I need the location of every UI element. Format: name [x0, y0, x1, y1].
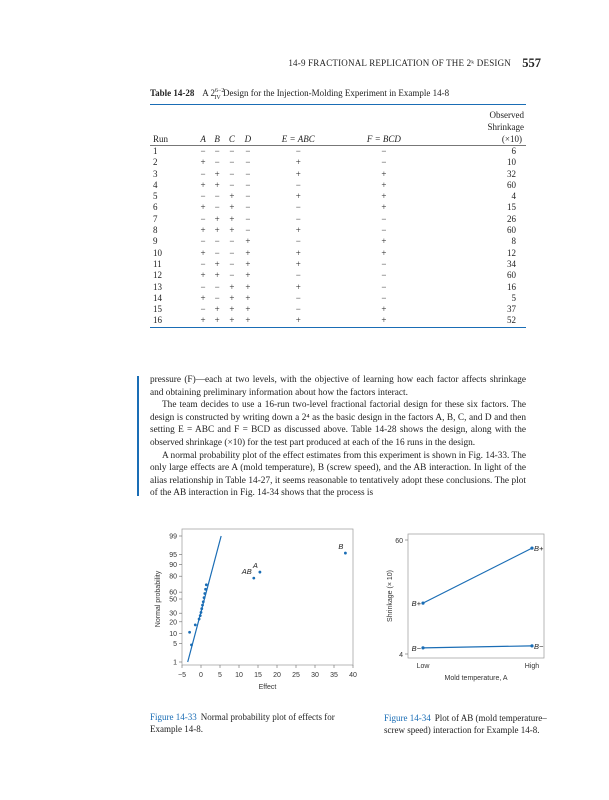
column-header: Run: [150, 132, 196, 146]
x-axis-label: Effect: [258, 684, 277, 691]
table-cell: −: [229, 236, 235, 247]
table-cell: 12: [153, 270, 162, 281]
table-cell: 16: [150, 315, 196, 327]
y-axis-label: Shrinkage (× 10): [387, 570, 394, 622]
interaction-plot: [372, 528, 547, 703]
table-cell: 8: [511, 236, 516, 247]
fit-line: [188, 536, 221, 662]
column-header: E = ABC: [256, 132, 340, 146]
table-row: [150, 259, 526, 270]
table-cell: −: [245, 225, 251, 236]
table-cell: −: [200, 236, 206, 247]
series-point: [421, 602, 424, 605]
table-cell: −: [295, 270, 301, 281]
table-row: [150, 293, 526, 304]
table-cell: +: [240, 315, 257, 327]
data-point: [198, 618, 201, 621]
table-cell: 8: [153, 225, 158, 236]
table-cell: 37: [507, 304, 516, 315]
table-cell: −: [245, 179, 251, 190]
table-row: [150, 180, 526, 191]
table-cell: +: [200, 157, 206, 168]
caption-sup: 6−2: [214, 88, 225, 94]
y-axis-label: Normal probability: [155, 570, 162, 628]
table-cell: 5: [153, 191, 158, 202]
table-cell: +: [245, 304, 251, 315]
table-cell: +: [214, 258, 220, 269]
table-cell: 13: [153, 281, 162, 292]
table-cell: −: [229, 168, 235, 179]
table-row: [150, 214, 526, 225]
table-cell: −: [214, 157, 220, 168]
data-point: [200, 611, 203, 614]
y-tick-label: 5: [173, 641, 177, 649]
table-cell: +: [295, 281, 301, 292]
table-row: [150, 157, 526, 168]
table-row: [150, 191, 526, 202]
table-cell: −: [200, 191, 206, 202]
normal-probability-plot: [150, 525, 360, 700]
series-point: [421, 646, 424, 649]
observed-header: Observed: [427, 105, 526, 121]
x-tick-label: 25: [292, 672, 300, 679]
table-cell: +: [196, 315, 210, 327]
table-cell: 14: [153, 292, 162, 303]
table-cell: +: [381, 236, 387, 247]
table-cell: −: [245, 168, 251, 179]
shrinkage-header: Shrinkage: [487, 122, 524, 132]
plot-frame: [182, 529, 353, 665]
x-tick-label: 30: [311, 672, 319, 679]
table-cell: +: [200, 270, 206, 281]
x-tick-label: 5: [218, 672, 222, 679]
x-tick-label: 15: [254, 672, 262, 679]
y-tick-label: 10: [169, 631, 177, 639]
table-cell: 10: [153, 247, 162, 258]
point-label: AB: [241, 567, 252, 577]
table-cell: −: [229, 247, 235, 258]
table-cell: +: [200, 292, 206, 303]
table-cell: −: [381, 258, 387, 269]
table-cell: 4: [511, 191, 516, 202]
caption-prefix: A 2: [202, 88, 215, 98]
table-cell: −: [295, 292, 301, 303]
table-cell: +: [214, 225, 220, 236]
y-tick-label: 50: [169, 596, 177, 604]
table-cell: +: [229, 292, 235, 303]
series-label: B−: [534, 641, 544, 651]
table-cell: −: [214, 236, 220, 247]
y-tick-label: 95: [169, 551, 177, 559]
y-tick-label: 30: [169, 610, 177, 618]
table-caption: [150, 88, 449, 101]
table-cell: +: [229, 281, 235, 292]
table-cell: −: [214, 202, 220, 213]
table-cell: −: [214, 191, 220, 202]
table-cell: 7: [153, 213, 158, 224]
table-label: Table 14-28: [150, 88, 195, 98]
figure-14-34-caption: [384, 713, 549, 736]
data-point: [202, 600, 205, 603]
table-cell: −: [381, 213, 387, 224]
x-category-label: High: [524, 663, 540, 670]
data-point: [203, 596, 206, 599]
table-cell: 5: [511, 292, 516, 303]
table-cell: −: [229, 270, 235, 281]
table-cell: +: [210, 315, 224, 327]
table-cell: +: [200, 225, 206, 236]
table-cell: +: [245, 281, 251, 292]
data-point: [200, 607, 203, 610]
table-cell: +: [381, 304, 387, 315]
table-cell: +: [295, 247, 301, 258]
y-tick-label: 80: [169, 573, 177, 581]
table-cell: −: [381, 157, 387, 168]
table-cell: +: [214, 179, 220, 190]
fig1-label: Figure 14-33: [150, 712, 197, 722]
table-cell: 11: [153, 258, 162, 269]
y-tick-label: 20: [169, 619, 177, 627]
table-row: [150, 304, 526, 315]
table-cell: +: [229, 304, 235, 315]
table-cell: +: [381, 247, 387, 258]
table-cell: +: [229, 213, 235, 224]
data-point: [201, 604, 204, 607]
page-number: 557: [522, 56, 541, 70]
x-tick-label: 10: [235, 672, 243, 679]
table-cell: −: [200, 281, 206, 292]
table-cell: −: [229, 258, 235, 269]
table-cell: −: [295, 213, 301, 224]
figure-14-34: [372, 528, 547, 703]
table-cell: +: [214, 304, 220, 315]
table-cell: 2: [153, 157, 158, 168]
table-cell: +: [245, 292, 251, 303]
table-cell: −: [245, 202, 251, 213]
table-row: [150, 236, 526, 247]
table-cell: 12: [507, 247, 516, 258]
table-cell: +: [245, 258, 251, 269]
table-row: [150, 315, 526, 327]
x-tick-label: −5: [178, 672, 186, 679]
column-header: D: [240, 132, 257, 146]
header-title: 14-9 FRACTIONAL REPLICATION OF THE 2ᵏ DESIGN: [288, 58, 511, 68]
table-cell: 32: [507, 168, 516, 179]
table-cell: +: [295, 157, 301, 168]
y-tick-label: 60: [169, 589, 177, 597]
table-cell: +: [200, 179, 206, 190]
table-cell: +: [245, 270, 251, 281]
data-point: [190, 644, 193, 647]
x-axis-label: Mold temperature, A: [444, 675, 508, 682]
table-cell: −: [200, 304, 206, 315]
caption-sub: IV: [214, 94, 221, 101]
x-tick-label: 40: [349, 672, 357, 679]
table-cell: 6: [511, 146, 516, 156]
table-cell: +: [224, 315, 239, 327]
paragraph-2: The team decides to use a 16-run two-level fractional factorial design for these six factors. The design is constructed by writing down a 2⁴ as the basic design in the factors A, B, C, and D and then setting E = ABC and F = BCD as discussed above. Table 14-28 shows the design, along with the observed shrinkage (×10) for the test part produced at each of the 16 runs in the design.: [150, 400, 526, 448]
table-cell: +: [229, 225, 235, 236]
table-cell: +: [256, 315, 340, 327]
table-cell: −: [295, 146, 301, 156]
body-text: [150, 374, 526, 500]
table-cell: −: [229, 146, 235, 156]
data-point: [194, 623, 197, 626]
table-row: [150, 225, 526, 236]
table-cell: −: [381, 292, 387, 303]
table-cell: +: [295, 258, 301, 269]
y-tick-label: 99: [169, 533, 177, 541]
table-cell: −: [200, 168, 206, 179]
data-point: [252, 577, 255, 580]
design-table: [150, 104, 526, 328]
table-cell: −: [200, 213, 206, 224]
table-cell: −: [245, 157, 251, 168]
margin-bar: [137, 376, 139, 496]
column-header: B: [210, 132, 224, 146]
point-label: B: [338, 542, 344, 552]
data-point: [199, 614, 202, 617]
fig2-text: Plot of AB (mold temperature–screw speed) interaction for Example 14-8.: [384, 713, 547, 735]
table-row: [150, 169, 526, 180]
y-tick-label: 60: [395, 538, 403, 545]
table-cell: +: [381, 202, 387, 213]
x-category-label: Low: [416, 663, 430, 670]
column-header: C: [224, 132, 239, 146]
table-cell: −: [214, 281, 220, 292]
table-cell: 34: [507, 258, 516, 269]
table-cell: −: [245, 213, 251, 224]
series-label: B−: [411, 643, 421, 653]
table-row: [150, 282, 526, 293]
table-cell: +: [229, 202, 235, 213]
table-cell: 60: [507, 225, 516, 236]
table-cell: −: [295, 179, 301, 190]
table-cell: 52: [427, 315, 526, 327]
table-cell: −: [229, 179, 235, 190]
table-cell: −: [381, 225, 387, 236]
table-cell: −: [200, 146, 206, 156]
column-header: A: [196, 132, 210, 146]
table-cell: 15: [507, 202, 516, 213]
series-line: [423, 548, 532, 603]
table-cell: −: [295, 202, 301, 213]
table-cell: 10: [507, 157, 516, 168]
table-cell: −: [214, 247, 220, 258]
table-cell: 60: [507, 179, 516, 190]
table-cell: 60: [507, 270, 516, 281]
data-point: [188, 631, 191, 634]
table-cell: −: [295, 304, 301, 315]
table-cell: 6: [153, 202, 158, 213]
fig1-text: Normal probability plot of effects for Example 14-8.: [150, 712, 335, 734]
data-point: [259, 571, 262, 574]
paragraph-1: pressure (F)—each at two levels, with the objective of learning how each factor affects shrinkage and obtaining preliminary information about how the factors interact.: [150, 375, 526, 398]
table-cell: +: [295, 225, 301, 236]
table-cell: +: [229, 191, 235, 202]
column-header: (×10): [427, 132, 526, 146]
table-row: [150, 146, 526, 158]
table-cell: +: [200, 247, 206, 258]
series-label: B+: [411, 599, 421, 609]
x-tick-label: 20: [273, 672, 281, 679]
table-cell: 15: [153, 304, 162, 315]
table-cell: 4: [153, 179, 158, 190]
table-cell: 9: [153, 236, 158, 247]
table-cell: −: [381, 270, 387, 281]
point-label: A: [252, 561, 258, 571]
y-tick-label: 1: [173, 659, 177, 667]
caption-text: Design for the Injection-Molding Experiment in Example 14-8: [222, 88, 450, 98]
table-cell: +: [245, 247, 251, 258]
fig2-label: Figure 14-34: [384, 713, 431, 723]
table-cell: −: [229, 157, 235, 168]
table-cell: +: [381, 191, 387, 202]
table-cell: 3: [153, 168, 158, 179]
data-point: [204, 588, 207, 591]
series-line: [423, 646, 532, 648]
y-tick-label: 90: [169, 561, 177, 569]
column-header: F = BCD: [340, 132, 427, 146]
table-cell: +: [200, 202, 206, 213]
table-cell: +: [340, 315, 427, 327]
table-row: [150, 270, 526, 281]
table-cell: −: [200, 258, 206, 269]
x-tick-label: 0: [199, 672, 203, 679]
table-cell: +: [245, 236, 251, 247]
table-row: [150, 248, 526, 259]
table-cell: +: [214, 270, 220, 281]
series-label: B+: [534, 544, 544, 554]
table-cell: 16: [507, 281, 516, 292]
figure-14-33: [150, 525, 360, 700]
table-cell: +: [381, 168, 387, 179]
data-point: [203, 592, 206, 595]
table-cell: −: [214, 146, 220, 156]
y-tick-label: 4: [399, 652, 403, 659]
table-row: [150, 202, 526, 213]
table-cell: −: [381, 146, 387, 156]
table-cell: +: [381, 179, 387, 190]
table-cell: −: [214, 292, 220, 303]
table-cell: +: [295, 191, 301, 202]
table-cell: −: [295, 236, 301, 247]
table-cell: −: [245, 191, 251, 202]
table-cell: 26: [507, 213, 516, 224]
table-cell: −: [381, 281, 387, 292]
table-cell: +: [295, 168, 301, 179]
data-point: [205, 583, 208, 586]
x-tick-label: 35: [330, 672, 338, 679]
figure-14-33-caption: [150, 712, 365, 735]
data-point: [344, 552, 347, 555]
running-header: [0, 56, 609, 76]
table-cell: −: [245, 146, 251, 156]
table-cell: +: [214, 168, 220, 179]
table-cell: +: [214, 213, 220, 224]
table-cell: 1: [153, 146, 158, 156]
paragraph-3: A normal probability plot of the effect estimates from this experiment is shown in Fig. 14-33. The only large effects are A (mold temperature), B (screw speed), and the AB interaction. In light of the alias relationship in Table 14-27, it seems reasonable to tentatively adopt these conclusions. The plot of the AB interaction in Fig. 14-34 shows that the process is: [150, 450, 526, 499]
